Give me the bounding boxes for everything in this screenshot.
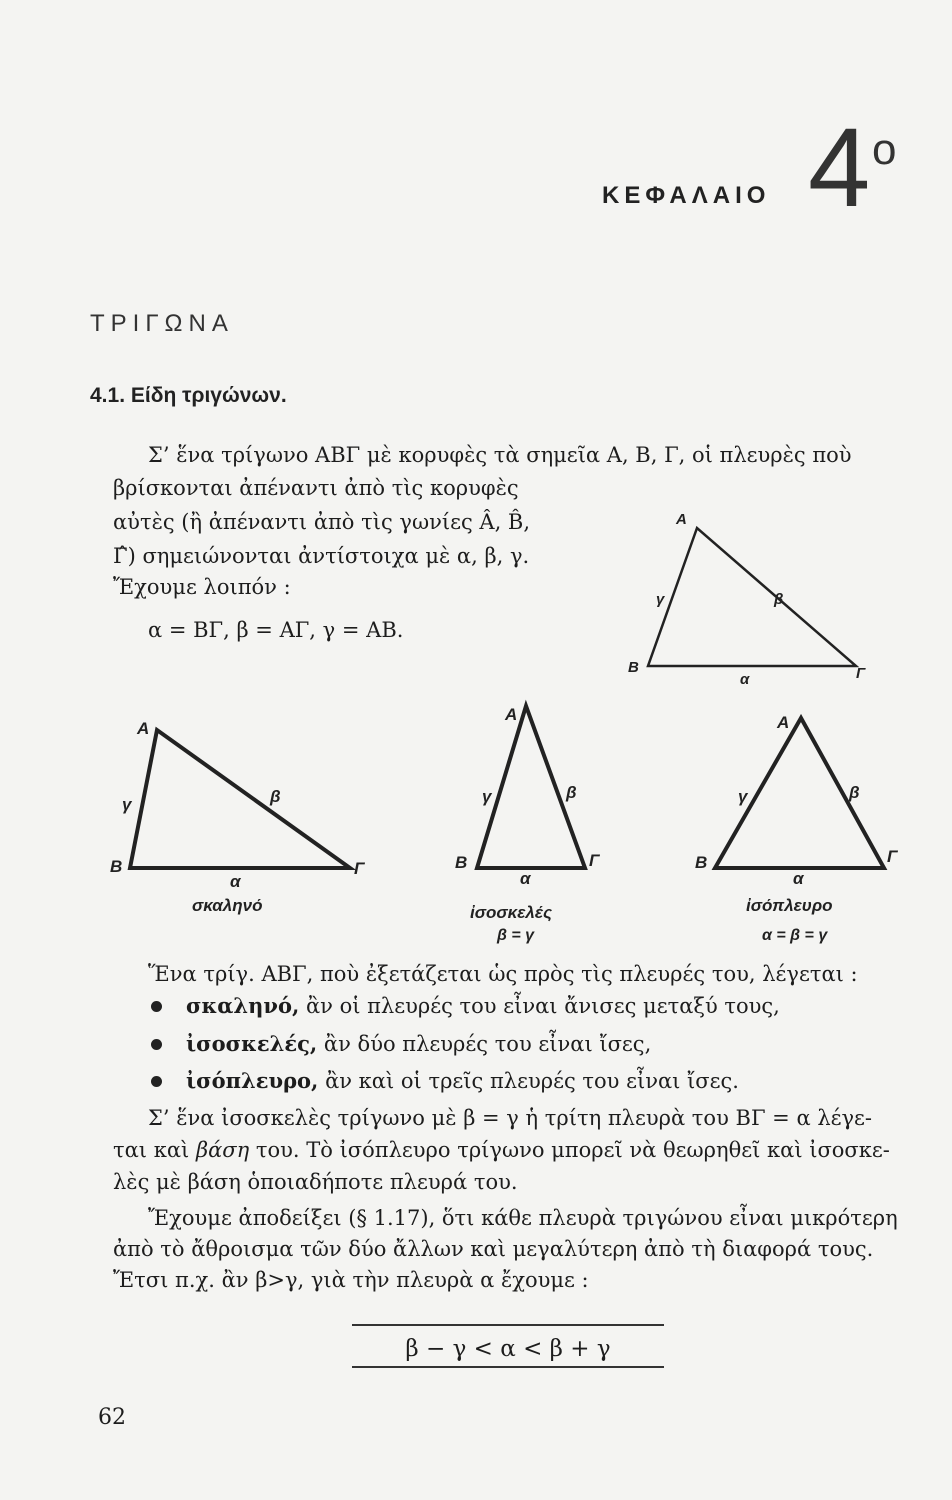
term-scalene: σκαληνό, xyxy=(186,993,300,1018)
reference-triangle xyxy=(628,511,866,688)
bullet-icon xyxy=(151,1001,162,1012)
isosceles-vertex-g: Γ xyxy=(589,851,600,870)
ref-vertex-a: A xyxy=(676,511,687,528)
intro-line-1: Σ’ ἕνα τρίγωνο ΑΒΓ μὲ κορυφὲς τὰ σημεῖα Α, Β, Γ, οἱ πλευρὲς ποὺ xyxy=(148,443,852,467)
definition-scalene: ἂν οἱ πλευρές του εἶναι ἄνισες μεταξύ τους, xyxy=(305,994,780,1018)
triangle-inequality-formula: β − γ < α < β + γ xyxy=(405,1336,611,1362)
equilateral-vertex-a: A xyxy=(777,713,790,732)
intro-line-2: βρίσκονται ἀπέναντι ἀπὸ τὶς κορυφὲς xyxy=(113,476,519,500)
definition-equilateral: ἂν καὶ οἱ τρεῖς πλευρές του εἶναι ἴσες. xyxy=(325,1069,739,1093)
scalene-side-gamma: γ xyxy=(122,795,132,814)
isosceles-side-alpha: α xyxy=(520,869,531,888)
isosceles-side-gamma: γ xyxy=(482,787,492,806)
ref-side-beta: β xyxy=(774,591,784,608)
equilateral-vertex-g: Γ xyxy=(887,847,898,866)
equilateral-vertex-b: B xyxy=(695,853,708,872)
inequality-paragraph-line-3: Ἔτσι π.χ. ἂν β>γ, γιὰ τὴν πλευρὰ α ἔχουμε : xyxy=(113,1268,589,1292)
classification-item-isosceles xyxy=(186,1032,651,1056)
ref-vertex-g: Γ xyxy=(856,665,866,682)
base-term-emphasis: βάση xyxy=(195,1138,250,1162)
classification-item-equilateral xyxy=(186,1069,739,1093)
intro-line-5: Ἔχουμε λοιπόν : xyxy=(113,575,291,599)
equilateral-side-beta: β xyxy=(849,783,860,802)
equilateral-triangle xyxy=(695,713,899,944)
isosceles-vertex-a: A xyxy=(505,705,518,724)
equilateral-side-gamma: γ xyxy=(738,787,748,806)
equilateral-caption: ἰσόπλευρο xyxy=(746,896,833,915)
ref-side-gamma: γ xyxy=(656,591,665,608)
isosceles-caption: ἰσοσκελές xyxy=(470,903,553,922)
definition-isosceles: ἂν δύο πλευρές του εἶναι ἴσες, xyxy=(323,1032,652,1056)
scalene-triangle-outline xyxy=(130,730,350,868)
intro-line-4: Γ̂) σημειώνονται ἀντίστοιχα μὲ α, β, γ. xyxy=(113,544,530,568)
classification-item-scalene xyxy=(186,994,780,1018)
intro-line-3: αὐτὲς (ἢ ἀπέναντι ἀπὸ τὶς γωνίες Â, B̂, xyxy=(113,510,531,534)
formula-top-rule xyxy=(352,1324,664,1326)
equilateral-note: α = β = γ xyxy=(762,927,828,944)
ref-vertex-b: B xyxy=(628,659,639,676)
scalene-vertex-g: Γ xyxy=(354,859,365,878)
ref-side-alpha: α xyxy=(740,671,750,688)
scalene-side-beta: β xyxy=(270,787,281,806)
inequality-paragraph-line-1: Ἔχουμε ἀποδείξει (§ 1.17), ὅτι κάθε πλευρὰ τριγώνου εἶναι μικρότερη xyxy=(148,1206,898,1230)
side-definitions: α = ΒΓ, β = ΑΓ, γ = ΑΒ. xyxy=(148,618,404,642)
chapter-number: 4 xyxy=(808,105,871,230)
bullet-icon xyxy=(151,1039,162,1050)
base-text-1: ται καὶ xyxy=(113,1138,196,1162)
base-paragraph-line-1: Σ’ ἕνα ἰσοσκελὲς τρίγωνο μὲ β = γ ἡ τρίτη πλευρὰ του ΒΓ = α λέγε- xyxy=(148,1106,873,1130)
subsection-title: 4.1. Είδη τριγώνων. xyxy=(90,384,287,407)
base-text-2: του. Τὸ ἰσόπλευρο τρίγωνο μπορεῖ νὰ θεωρηθεῖ καὶ ἰσοσκε- xyxy=(249,1138,890,1162)
base-paragraph-line-2 xyxy=(113,1138,890,1162)
scalene-vertex-b: B xyxy=(110,857,123,876)
formula-bottom-rule xyxy=(352,1366,664,1368)
scalene-vertex-a: A xyxy=(137,719,150,738)
scalene-triangle xyxy=(110,719,366,915)
isosceles-vertex-b: B xyxy=(455,853,468,872)
term-equilateral: ἰσόπλευρο, xyxy=(186,1068,319,1093)
reference-triangle-outline xyxy=(648,528,856,666)
base-paragraph-line-3: λὲς μὲ βάση ὁποιαδήποτε πλευρά του. xyxy=(113,1170,518,1194)
isosceles-note: β = γ xyxy=(497,927,535,944)
chapter-label: ΚΕΦΑΛΑΙΟ xyxy=(602,182,771,209)
equilateral-side-alpha: α xyxy=(793,869,804,888)
bullet-icon xyxy=(151,1076,162,1087)
classification-intro: Ἕνα τρίγ. ΑΒΓ, ποὺ ἐξετάζεται ὡς πρὸς τὶς πλευρές του, λέγεται : xyxy=(148,962,858,986)
inequality-paragraph-line-2: ἀπὸ τὸ ἄθροισμα τῶν δύο ἄλλων καὶ μεγαλύτερη ἀπὸ τὴ διαφορά τους. xyxy=(113,1237,874,1261)
page-number: 62 xyxy=(98,1405,126,1430)
isosceles-side-beta: β xyxy=(566,783,577,802)
scalene-side-alpha: α xyxy=(230,872,241,891)
chapter-number-superscript: ο xyxy=(872,125,897,174)
term-isosceles: ἰσοσκελές, xyxy=(186,1031,318,1056)
isosceles-triangle xyxy=(455,705,601,944)
scalene-caption: σκαληνό xyxy=(192,896,263,915)
section-title: ΤΡΙΓΩΝΑ xyxy=(90,310,234,337)
